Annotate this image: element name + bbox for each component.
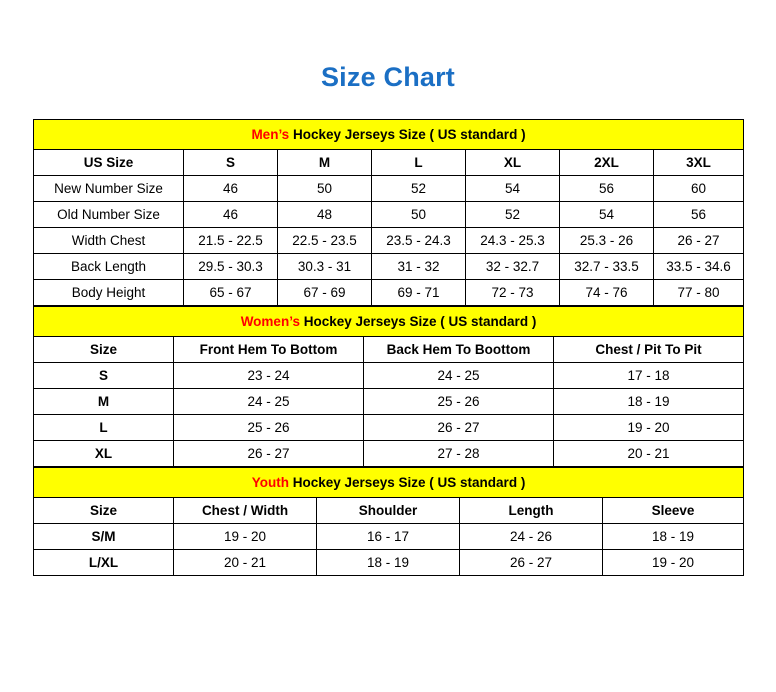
mens-band-row: [34, 120, 744, 150]
womens-header-row: [34, 337, 744, 363]
table-cell: 56: [654, 202, 744, 228]
mens-header-cell: 2XL: [560, 150, 654, 176]
table-cell: 32.7 - 33.5: [560, 254, 654, 280]
row-label: L: [34, 415, 174, 441]
table-cell: 18 - 19: [603, 524, 744, 550]
youth-band-rest: Hockey Jerseys Size ( US standard ): [288, 475, 526, 490]
table-cell: 25 - 26: [174, 415, 364, 441]
womens-size-table: [33, 306, 744, 467]
table-cell: 20 - 21: [174, 550, 317, 576]
table-cell: 50: [278, 176, 372, 202]
table-cell: 19 - 20: [554, 415, 744, 441]
table-row: [34, 176, 744, 202]
table-cell: 67 - 69: [278, 280, 372, 306]
table-cell: 65 - 67: [184, 280, 278, 306]
table-row: [34, 441, 744, 467]
row-label: New Number Size: [34, 176, 184, 202]
table-cell: 52: [372, 176, 466, 202]
table-cell: 48: [278, 202, 372, 228]
youth-header-row: [34, 498, 744, 524]
mens-header-cell: XL: [466, 150, 560, 176]
table-cell: 26 - 27: [174, 441, 364, 467]
womens-header-cell: Back Hem To Boottom: [364, 337, 554, 363]
table-row: [34, 202, 744, 228]
youth-header-cell: Shoulder: [317, 498, 460, 524]
table-row: [34, 228, 744, 254]
youth-header-cell: Chest / Width: [174, 498, 317, 524]
table-cell: 32 - 32.7: [466, 254, 560, 280]
table-cell: 46: [184, 176, 278, 202]
table-cell: 77 - 80: [654, 280, 744, 306]
womens-header-cell: Chest / Pit To Pit: [554, 337, 744, 363]
table-cell: 23.5 - 24.3: [372, 228, 466, 254]
table-cell: 18 - 19: [317, 550, 460, 576]
mens-band-rest: Hockey Jerseys Size ( US standard ): [289, 127, 526, 142]
table-cell: 29.5 - 30.3: [184, 254, 278, 280]
womens-band-title: [34, 307, 744, 337]
table-cell: 52: [466, 202, 560, 228]
table-cell: 19 - 20: [174, 524, 317, 550]
table-cell: 20 - 21: [554, 441, 744, 467]
mens-header-cell: L: [372, 150, 466, 176]
table-cell: 69 - 71: [372, 280, 466, 306]
row-label: L/XL: [34, 550, 174, 576]
table-cell: 60: [654, 176, 744, 202]
womens-band-row: [34, 307, 744, 337]
size-chart-container: [33, 119, 743, 576]
table-cell: 25 - 26: [364, 389, 554, 415]
table-row: [34, 524, 744, 550]
table-cell: 22.5 - 23.5: [278, 228, 372, 254]
womens-header-cell: Size: [34, 337, 174, 363]
youth-band-accent: Youth: [251, 475, 289, 490]
table-cell: 74 - 76: [560, 280, 654, 306]
table-cell: 26 - 27: [460, 550, 603, 576]
table-cell: 72 - 73: [466, 280, 560, 306]
table-cell: 26 - 27: [654, 228, 744, 254]
table-cell: 25.3 - 26: [560, 228, 654, 254]
row-label: Width Chest: [34, 228, 184, 254]
table-cell: 27 - 28: [364, 441, 554, 467]
row-label: M: [34, 389, 174, 415]
table-cell: 50: [372, 202, 466, 228]
table-cell: 30.3 - 31: [278, 254, 372, 280]
table-cell: 24 - 25: [174, 389, 364, 415]
table-cell: 54: [560, 202, 654, 228]
table-cell: 24 - 26: [460, 524, 603, 550]
table-cell: 33.5 - 34.6: [654, 254, 744, 280]
mens-header-cell: US Size: [34, 150, 184, 176]
youth-band-title: [34, 468, 744, 498]
table-cell: 17 - 18: [554, 363, 744, 389]
youth-header-cell: Length: [460, 498, 603, 524]
table-cell: 56: [560, 176, 654, 202]
table-row: [34, 363, 744, 389]
table-row: [34, 550, 744, 576]
row-label: S/M: [34, 524, 174, 550]
row-label: S: [34, 363, 174, 389]
table-cell: 24 - 25: [364, 363, 554, 389]
youth-header-cell: Size: [34, 498, 174, 524]
mens-header-row: [34, 150, 744, 176]
youth-band-row: [34, 468, 744, 498]
table-cell: 16 - 17: [317, 524, 460, 550]
table-cell: 23 - 24: [174, 363, 364, 389]
mens-band-title: [34, 120, 744, 150]
table-cell: 18 - 19: [554, 389, 744, 415]
table-cell: 19 - 20: [603, 550, 744, 576]
row-label: Body Height: [34, 280, 184, 306]
row-label: Old Number Size: [34, 202, 184, 228]
table-cell: 46: [184, 202, 278, 228]
row-label: Back Length: [34, 254, 184, 280]
womens-header-cell: Front Hem To Bottom: [174, 337, 364, 363]
table-cell: 31 - 32: [372, 254, 466, 280]
mens-band-accent: Men’s: [251, 127, 290, 142]
table-cell: 26 - 27: [364, 415, 554, 441]
table-row: [34, 254, 744, 280]
table-row: [34, 280, 744, 306]
youth-size-table: [33, 467, 744, 576]
womens-band-rest: Hockey Jerseys Size ( US standard ): [299, 314, 537, 329]
mens-size-table: [33, 119, 744, 306]
table-cell: 54: [466, 176, 560, 202]
table-row: [34, 389, 744, 415]
mens-header-cell: S: [184, 150, 278, 176]
youth-header-cell: Sleeve: [603, 498, 744, 524]
page-title: Size Chart: [320, 62, 456, 92]
table-cell: 24.3 - 25.3: [466, 228, 560, 254]
row-label: XL: [34, 441, 174, 467]
mens-header-cell: M: [278, 150, 372, 176]
table-row: [34, 415, 744, 441]
table-cell: 21.5 - 22.5: [184, 228, 278, 254]
mens-header-cell: 3XL: [654, 150, 744, 176]
womens-band-accent: Women’s: [240, 314, 300, 329]
